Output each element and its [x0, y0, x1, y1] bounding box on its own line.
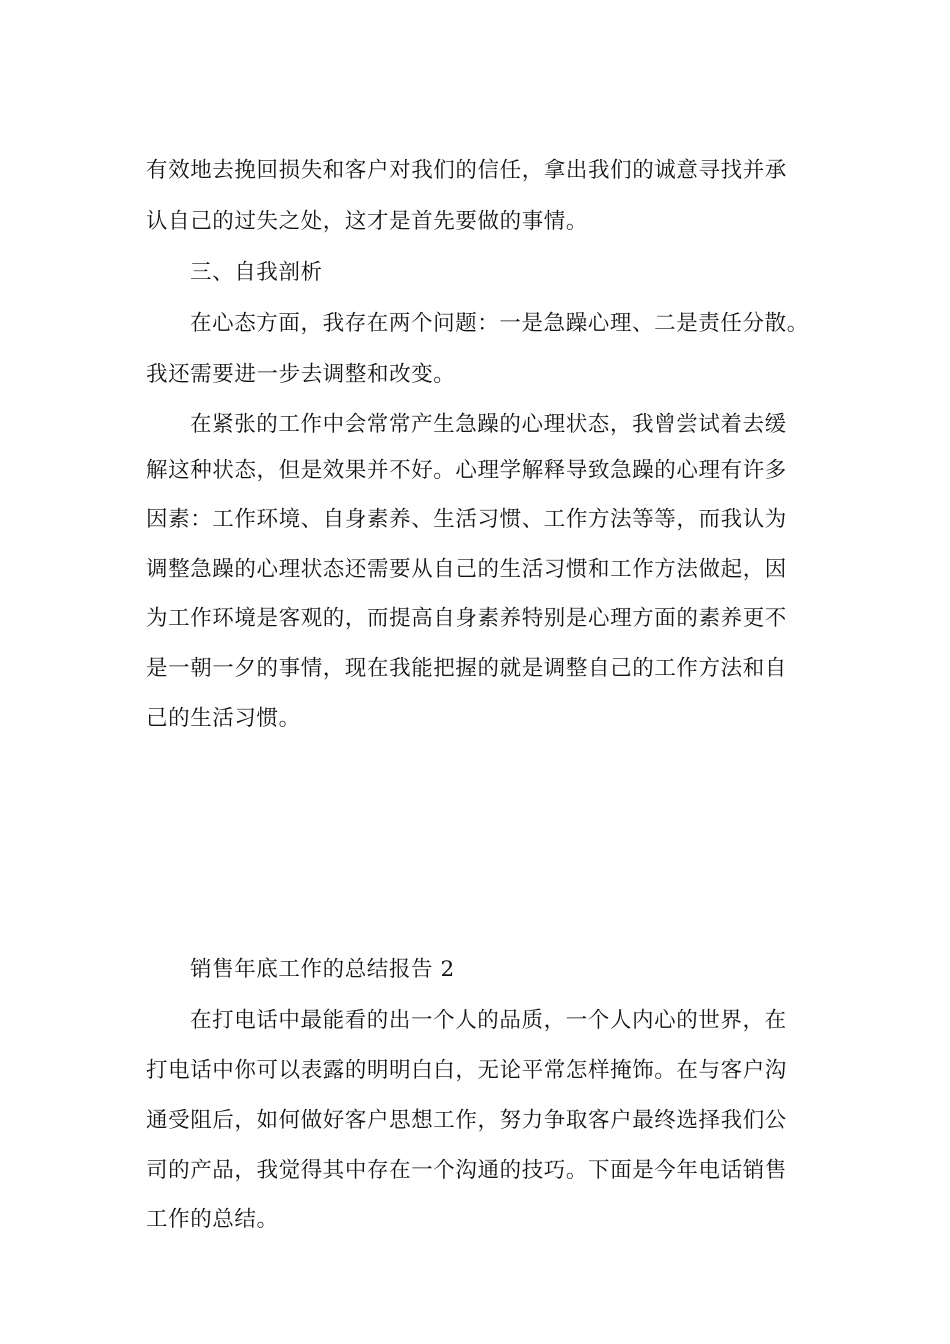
- text-line: 己的生活习惯。: [146, 705, 301, 731]
- text-line: 调整急躁的心理状态还需要从自己的生活习惯和工作方法做起，因: [146, 556, 787, 582]
- text-line: 为工作环境是客观的，而提高自身素养特别是心理方面的素养更不: [146, 605, 787, 631]
- text-line: 在紧张的工作中会常常产生急躁的心理状态，我曾尝试着去缓: [190, 411, 787, 437]
- text-line: 解这种状态，但是效果并不好。心理学解释导致急躁的心理有许多: [146, 457, 787, 483]
- text-line: 在打电话中最能看的出一个人的品质，一个人内心的世界，在: [190, 1007, 787, 1033]
- text-line: 通受阻后，如何做好客户思想工作，努力争取客户最终选择我们公: [146, 1107, 787, 1133]
- report-title: 销售年底工作的总结报告 2: [190, 956, 455, 982]
- text-line: 认自己的过失之处，这才是首先要做的事情。: [146, 208, 589, 234]
- text-line: 在心态方面，我存在两个问题：一是急躁心理、二是责任分散。: [190, 310, 809, 336]
- text-line: 司的产品，我觉得其中存在一个沟通的技巧。下面是今年电话销售: [146, 1157, 787, 1183]
- text-line: 因素：工作环境、自身素养、生活习惯、工作方法等等，而我认为: [146, 506, 787, 532]
- text-line: 有效地去挽回损失和客户对我们的信任，拿出我们的诚意寻找并承: [146, 157, 787, 183]
- text-line: 打电话中你可以表露的明明白白，无论平常怎样掩饰。在与客户沟: [146, 1057, 787, 1083]
- text-line: 我还需要进一步去调整和改变。: [146, 361, 456, 387]
- text-line: 工作的总结。: [146, 1206, 279, 1232]
- section-heading: 三、自我剖析: [190, 259, 323, 285]
- text-line: 是一朝一夕的事情，现在我能把握的就是调整自己的工作方法和自: [146, 655, 787, 681]
